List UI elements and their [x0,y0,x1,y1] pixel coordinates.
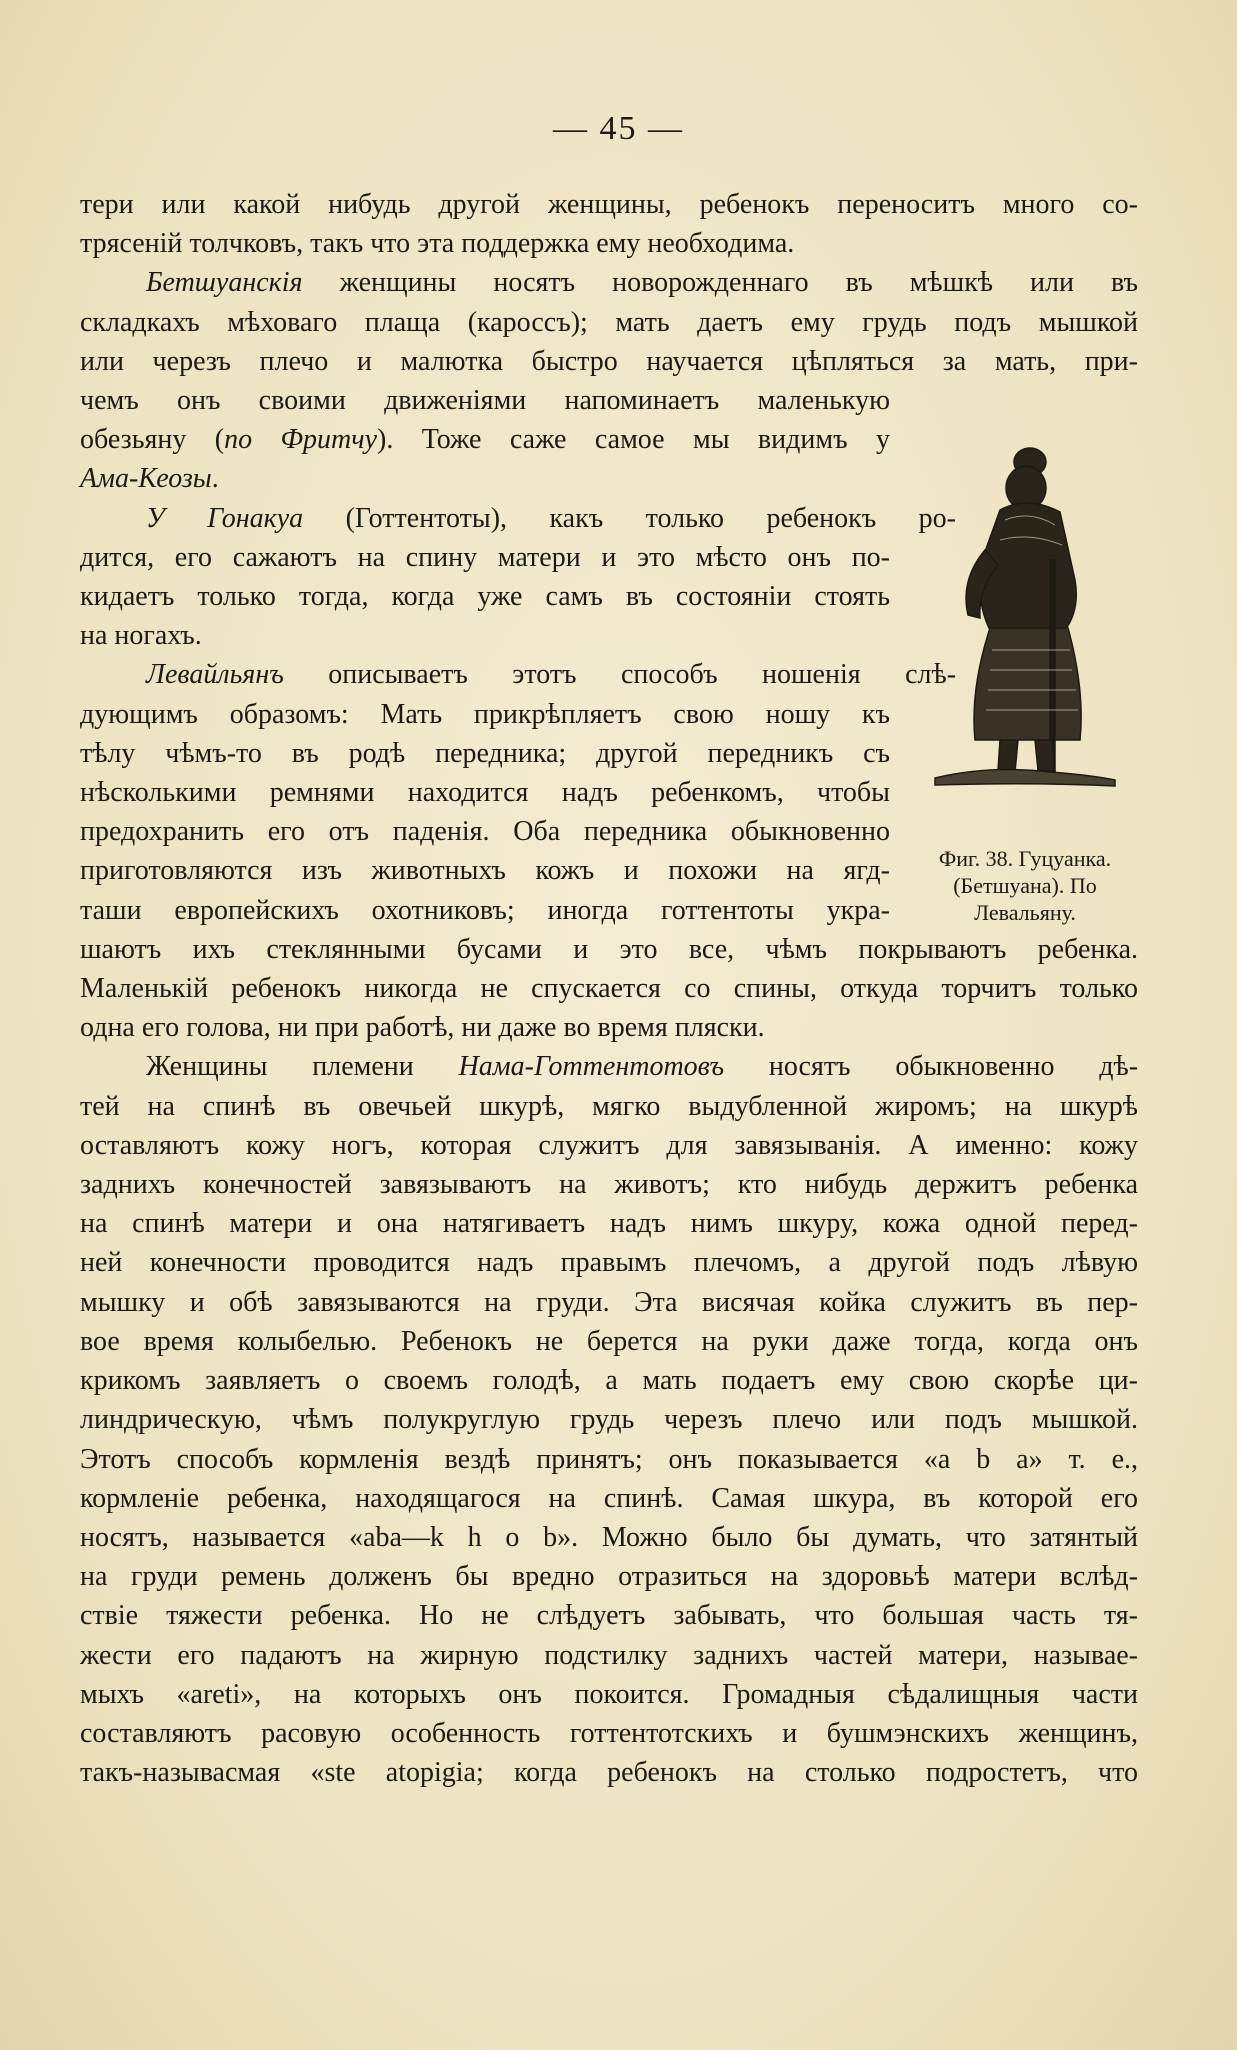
figure-illustration [900,440,1150,860]
text-line: приготовляются изъ животныхъ кожъ и похожи на ягд- [80,855,890,887]
text-line: такъ-называсмая «ste atopigia; когда ребенокъ на столько подростетъ, что [80,1757,1138,1789]
text-line: Женщины племени Нама-Готтентотовъ носятъ обыкновенно дѣ- [146,1051,1139,1083]
text-line: составляютъ расовую особенность готтентотскихъ и бушмэнскихъ женщинъ, [80,1717,1138,1749]
text-line: обезьяну (по Фритчу). Тоже саже самое мы видимъ у [80,424,890,456]
text-line: жести его падаютъ на жирную подстилку заднихъ частей матери, называе- [80,1639,1138,1671]
italic-term: У Гонакуа [146,502,304,534]
text-line: ствіе тяжести ребенка. Но не слѣдуетъ забывать, что большая часть тя- [80,1600,1138,1632]
text-line: носятъ, называется «aba—k h o b». Можно было бы думать, что затянтый [80,1521,1138,1553]
text-line: дующимъ образомъ: Мать прикрѣпляетъ свою ношу къ [80,698,890,730]
text-line: тѣлу чѣмъ-то въ родѣ передника; другой передникъ съ [80,737,890,769]
text-line: на груди ремень долженъ бы вредно отразиться на здоровьѣ матери вслѣд- [80,1561,1138,1593]
page-number: — 45 — [553,110,684,147]
italic-term: Бетшуанскія [146,267,303,299]
italic-term: Левайльянъ [146,659,284,691]
text-line: Маленькій ребенокъ никогда не спускается со спины, откуда торчитъ только [80,973,1138,1005]
text-line: тей на спинѣ въ овечьей шкурѣ, мягко выдубленной жиромъ; на шкурѣ [80,1090,1138,1122]
text-line: ней конечности проводится надъ правымъ плечомъ, а другой подъ лѣвую [80,1247,1138,1279]
text-line: складкахъ мѣховаго плаща (кароссъ); мать даетъ ему грудь подъ мышкой [80,306,1138,338]
text-line: оставляютъ кожу ногъ, которая служитъ для завязыванія. А именно: кожу [80,1129,1138,1161]
text-line: кормленіе ребенка, находящагося на спинѣ. Самая шкура, въ которой его [80,1482,1138,1514]
text-line: вое время колыбелью. Ребенокъ не берется на руки даже тогда, когда онъ [80,1325,1138,1357]
italic-term: по Фритчу [224,424,378,456]
text-line: дится, его сажаютъ на спину матери и это мѣсто онъ по- [80,541,890,573]
text-line: Левайльянъ описываетъ этотъ способъ ношенія слѣ- [146,659,957,691]
text-line: шаютъ ихъ стеклянными бусами и это все, чѣмъ покрываютъ ребенка. [80,933,1138,965]
text-line: предохранить его отъ паденія. Оба передника обыкновенно [80,816,890,848]
text-line: У Гонакуа (Готтентоты), какъ только ребенокъ ро- [146,502,957,534]
text-line: одна его голова, ни при работѣ, ни даже во время пляски. [80,1012,765,1044]
text-line: трясеній толчковъ, такъ что эта поддержка ему необходима. [80,228,795,260]
text-line: Этотъ способъ кормленія вездѣ принятъ; онъ показывается «a b a» т. е., [80,1443,1138,1475]
woman-carrying-child-engraving [930,440,1120,800]
text-line: Ама-Кеозы. [80,463,219,495]
text-line: или черезъ плечо и малютка быстро научается цѣпляться за мать, при- [80,345,1138,377]
text-line: нѣсколькими ремнями находится надъ ребенкомъ, чтобы [80,777,890,809]
text-line: кидаетъ только тогда, когда уже самъ въ состояніи стоять [80,581,890,613]
text-line: мышку и обѣ завязываются на груди. Эта висячая койка служитъ въ пер- [80,1286,1138,1318]
text-line: тери или какой нибудь другой женщины, ребенокъ переноситъ много со- [80,189,1138,220]
text-line: на спинѣ матери и она натягиваетъ надъ нимъ шкуру, кожа одной перед- [80,1208,1138,1240]
text-line: Бетшуанскія женщины носятъ новорожденнаго въ мѣшкѣ или въ [146,267,1139,299]
text-line: на ногахъ. [80,620,202,652]
text-line: заднихъ конечностей завязываютъ на животъ; кто нибудь держитъ ребенка [80,1169,1138,1201]
text-line: чемъ онъ своими движеніями напоминаетъ маленькую [80,385,890,417]
text-line: таши европейскихъ охотниковъ; иногда готтентоты укра- [80,894,890,926]
italic-term: Нама-Готтентотовъ [458,1051,724,1083]
body-text [80,185,1138,1792]
italic-term: Ама-Кеозы [80,463,212,495]
text-line: линдрическую, чѣмъ полукруглую грудь черезъ плечо или подъ мышкой. [80,1404,1138,1436]
text-line: крикомъ заявляетъ о своемъ голодѣ, а мать подаетъ ему свою скорѣе ци- [80,1365,1138,1397]
figure-caption: Фиг. 38. Гуцуанка. (Бетшуана). По Левальяну. [938,846,1112,925]
text-line: мыхъ «areti», на которыхъ онъ покоится. Громадныя сѣдалищныя части [80,1678,1138,1710]
